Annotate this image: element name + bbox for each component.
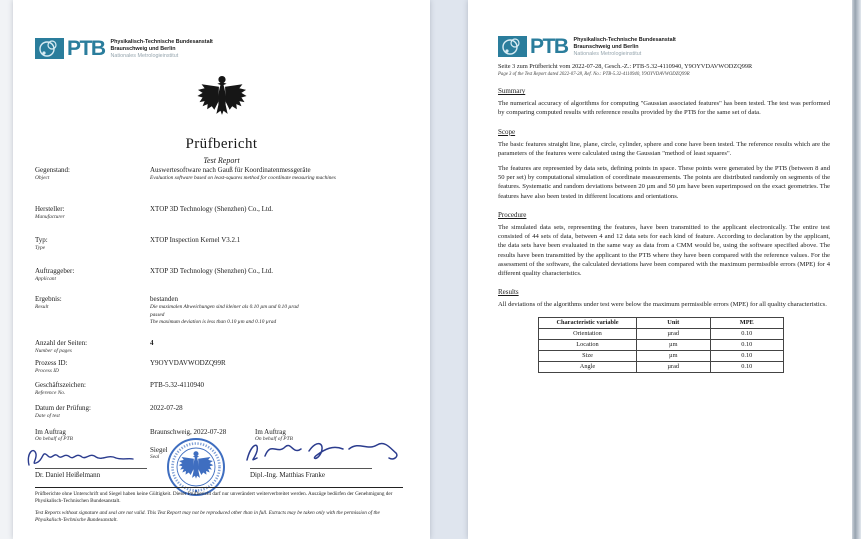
table-row xyxy=(539,361,784,372)
desk-background-left xyxy=(0,0,14,539)
logo-line3: Nationales Metrologieinstitut xyxy=(110,53,179,60)
place-and-date: Braunschweig, 2022-07-28 xyxy=(150,428,227,436)
section-heading-results: Results xyxy=(498,288,519,297)
field-value-text: XTOP 3D Technology (Shenzhen) Co., Ltd. xyxy=(150,267,274,275)
field-label: Typ: xyxy=(35,236,48,244)
result-note-passed: passed xyxy=(150,311,165,318)
scope-paragraph-2: The features are represented by data sets, defining points in space. These points were generated by the PTB (between 8 and 50 per set) by computational simulation of coordinate measurements. The points are distributed randomly on segments of the features. Systematic and random deviations between 20 µm and 50 µm have been superimposed on the exact geometries. The features have also been tested in different locations and orientations. xyxy=(498,165,830,200)
field-value-text: 4 xyxy=(150,339,154,347)
ptb-acronym: PTB xyxy=(530,35,568,58)
field-reference-no xyxy=(35,381,420,396)
cell-mpe: 0.10 xyxy=(710,361,784,372)
field-value-text: XTOP 3D Technology (Shenzhen) Co., Ltd. xyxy=(150,205,274,213)
field-value-text: XTOP Inspection Kernel V3.2.1 xyxy=(150,236,241,244)
field-label: Hersteller: xyxy=(35,205,65,213)
table-header-row xyxy=(539,318,784,329)
field-manufacturer xyxy=(35,205,420,220)
section-heading-scope: Scope xyxy=(498,127,516,136)
table-row xyxy=(539,340,784,351)
column-header: Unit xyxy=(637,318,711,329)
logo-line1: Physikalisch-Technische Bundesanstalt xyxy=(110,39,213,45)
logo-line3: Nationales Metrologieinstitut xyxy=(573,51,642,58)
federal-eagle-icon xyxy=(196,74,248,120)
field-type xyxy=(35,236,420,251)
legal-footer-en: Test Reports without signature and seal are not valid. This Test Report may not be reproduced other than in full. Extracts may be taken only with the permission of the Physikalisch-Technische Bundesanstalt. xyxy=(35,509,380,523)
field-value-text: Auswertesoftware nach Gauß für Koordinatenmessgeräte xyxy=(150,166,311,174)
scope-paragraph-1: The basic features straight line, plane, circle, cylinder, sphere and cone have been tested. The reference results which are the parameters of the features were calculated using the Gaussian "method of least squares". xyxy=(498,140,830,157)
result-note-en: The maximum deviation is less than 0.10 µm and 0.10 µrad xyxy=(150,319,277,326)
results-paragraph: All deviations of the algorithms under test were below the maximum permissible errors (MPE) for all quality characteristics. xyxy=(498,301,827,309)
signature-right xyxy=(241,436,405,470)
field-label-english: Applicant xyxy=(35,276,56,282)
table-row xyxy=(539,329,784,340)
field-value-text: Y9OYVDAVWODZQ99R xyxy=(150,359,226,367)
field-label-english: Reference No. xyxy=(35,390,66,396)
field-object xyxy=(35,166,420,181)
ptb-institute-name xyxy=(111,38,213,60)
field-label-english: Date of test xyxy=(35,413,60,419)
column-header: Characteristic variable xyxy=(539,318,637,329)
field-label: Ergebnis: xyxy=(35,295,62,303)
seal-label-de: Siegel xyxy=(150,446,168,454)
legal-footer xyxy=(35,491,403,524)
field-applicant xyxy=(35,267,420,282)
result-value: bestanden xyxy=(150,295,178,303)
ptb-logo xyxy=(35,38,213,60)
cell-characteristic: Orientation xyxy=(539,329,637,340)
role-label-de: Im Auftrag xyxy=(35,428,66,436)
column-header: MPE xyxy=(710,318,784,329)
field-label: Gegenstand: xyxy=(35,166,70,174)
role-label-en: On behalf of PTB xyxy=(255,436,293,443)
signer-name-right: Dipl.-Ing. Matthias Franke xyxy=(250,468,372,479)
ptb-acronym: PTB xyxy=(67,37,105,60)
ptb-seal-icon xyxy=(165,436,227,498)
cell-characteristic: Angle xyxy=(539,361,637,372)
field-label-english: Result xyxy=(35,304,49,310)
logo-line1: Physikalisch-Technische Bundesanstalt xyxy=(573,37,676,43)
logo-line2: Braunschweig und Berlin xyxy=(573,44,639,51)
field-label-english: Number of pages xyxy=(35,348,72,354)
role-label-de: Im Auftrag xyxy=(255,428,286,436)
field-label: Geschäftszeichen: xyxy=(35,381,86,389)
field-label: Auftraggeber: xyxy=(35,267,75,275)
field-value-text: PTB-5.32-4110940 xyxy=(150,381,204,389)
mpe-table xyxy=(538,317,784,372)
report-cover-page xyxy=(13,0,430,539)
page-stack-edge xyxy=(852,0,861,539)
section-heading-procedure: Procedure xyxy=(498,210,527,219)
role-label-en: On behalf of PTB xyxy=(35,436,73,443)
cell-mpe: 0.10 xyxy=(710,329,784,340)
field-result xyxy=(35,295,420,326)
report-title-english: Test Report xyxy=(203,156,240,165)
field-value xyxy=(150,295,365,327)
legal-footer-de: Prüfberichte ohne Unterschrift und Siegel haben keine Gültigkeit. Dieser Prüfbericht darf nur unverändert weiterverbreitet werden. Auszüge bedürfen der Genehmigung der Physikalisch-Technischen Bundesanstalt. xyxy=(35,491,393,505)
field-value-text: 2022-07-28 xyxy=(150,404,183,412)
field-label: Prozess ID: xyxy=(35,359,68,367)
section-heading-summary: Summary xyxy=(498,87,526,96)
report-title: Prüfbericht xyxy=(185,136,258,152)
footer-divider xyxy=(35,487,403,488)
cell-unit: µrad xyxy=(637,329,711,340)
on-behalf-left xyxy=(35,428,73,443)
logo-line2: Braunschweig und Berlin xyxy=(110,46,176,53)
field-number-of-pages xyxy=(35,339,420,354)
cell-unit: µrad xyxy=(637,361,711,372)
cell-unit: µm xyxy=(637,340,711,351)
field-label-english: Type xyxy=(35,245,46,251)
field-label: Anzahl der Seiten: xyxy=(35,339,88,347)
result-note-de: Die maximalen Abweichungen sind kleiner als 0.10 µm und 0.10 µrad xyxy=(150,304,299,311)
field-date-of-test xyxy=(35,404,420,419)
table-row xyxy=(539,351,784,362)
summary-paragraph: The numerical accuracy of algorithms for computing "Gaussian associated features" has been tested. The test was performed by comparing computed results with reference results provided by the PTB for the same set of data. xyxy=(498,100,830,117)
cell-characteristic: Location xyxy=(539,340,637,351)
field-process-id xyxy=(35,359,420,374)
signer-name-left: Dr. Daniel Heißelmann xyxy=(35,468,147,479)
report-page-3 xyxy=(468,0,852,539)
seal-label-en: Seal xyxy=(150,454,160,461)
field-label-english: Object xyxy=(35,175,50,181)
page-header-en: Page 3 of the Test Report dated 2022-07-28, Ref. No.: PTB-5.32-4110940, Y9OYVDAVWODZQ99R xyxy=(498,72,690,78)
field-label: Datum der Prüfung: xyxy=(35,404,91,412)
signature-left xyxy=(23,443,137,471)
field-value xyxy=(150,166,365,183)
cell-mpe: 0.10 xyxy=(710,340,784,351)
cell-mpe: 0.10 xyxy=(710,351,784,362)
ptb-logo-mark-icon xyxy=(35,38,64,59)
field-label-english: Process ID xyxy=(35,368,59,374)
field-label-english: Manufacturer xyxy=(35,214,65,220)
page-3-content xyxy=(498,36,830,373)
cell-characteristic: Size xyxy=(539,351,637,362)
cell-unit: µm xyxy=(637,351,711,362)
procedure-paragraph: The simulated data sets, representing the features, have been transmitted to the applicant electronically. The entire test consisted of 44 sets of data, between 4 and 12 data sets for each kind of feature. According to declaration by the applicant, the data sets have been evaluated in the same way as data from a CMM would be, using the software specified above. The results have been transmitted by the applicant to the PTB where they have been compared with the reference values. For the assessment of the software, the calculated deviations have been compared with the maximum permissible errors (MPE) for 4 different quality characteristics. xyxy=(498,223,830,278)
page-header-de: Seite 3 zum Prüfbericht vom 2022-07-28, Gesch.-Z.: PTB-5.32-4110940, Y9OYVDAVWODZQ99R xyxy=(498,63,753,70)
field-note: Evaluation software based on least-squares method for coordinate measuring machines xyxy=(150,175,336,182)
